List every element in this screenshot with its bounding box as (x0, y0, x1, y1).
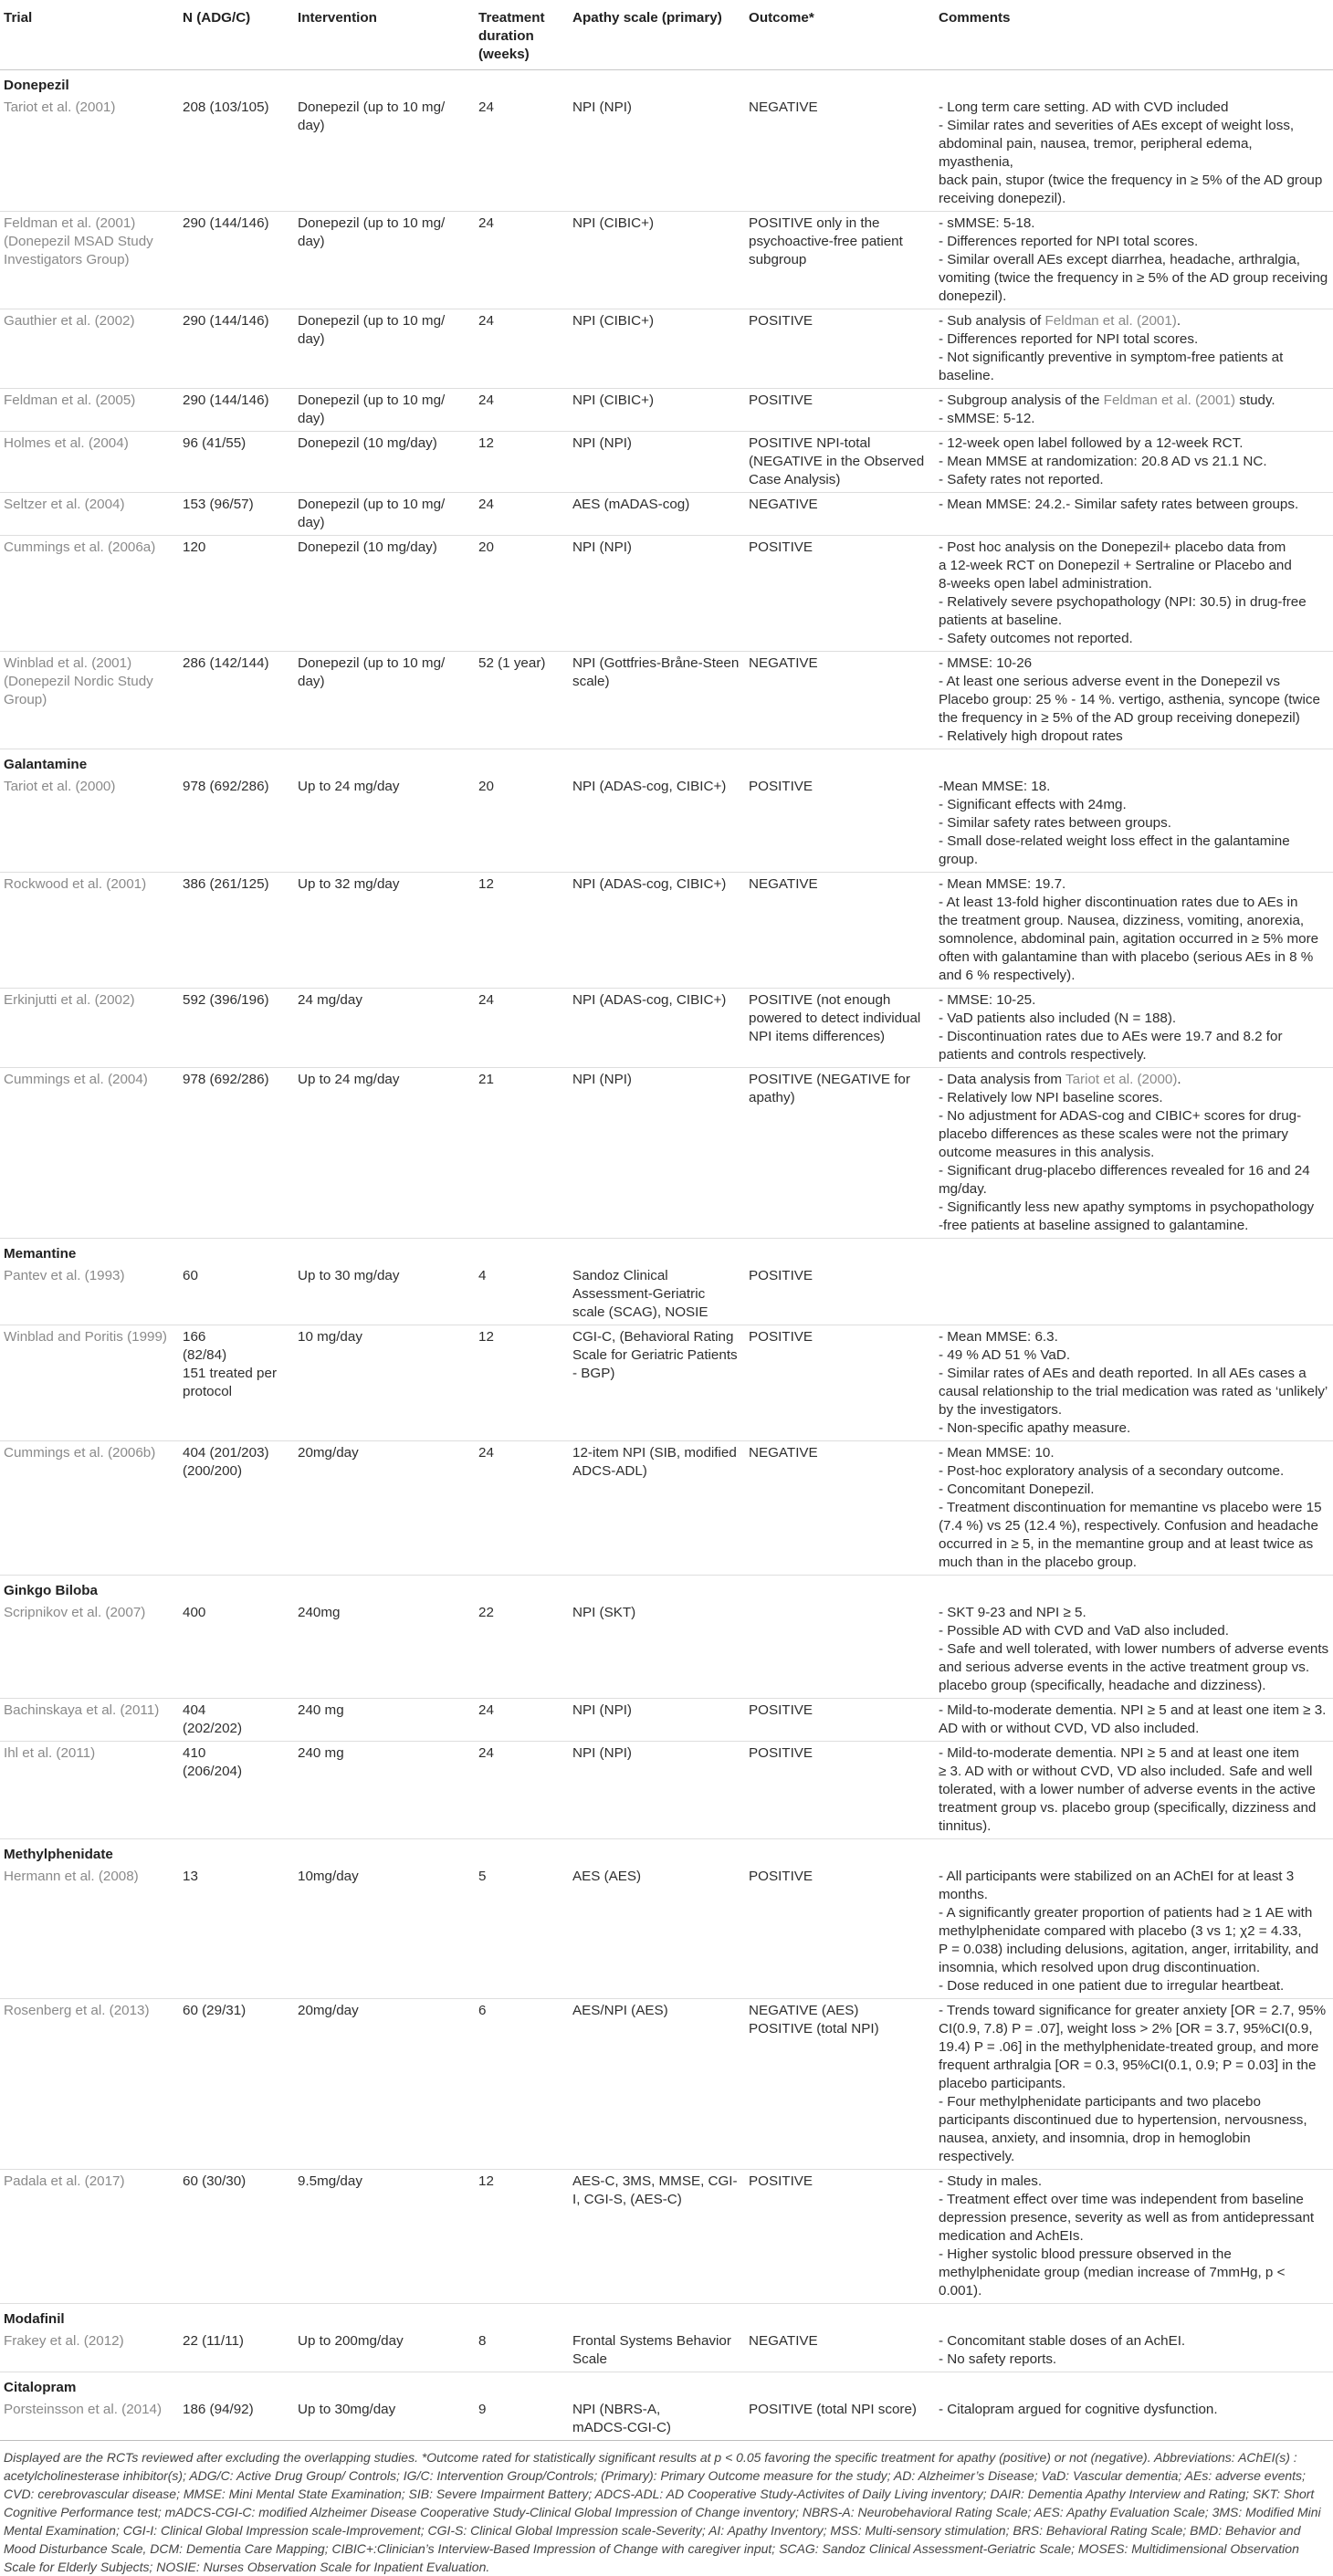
apathy-scale-cell: NPI (NPI) (569, 96, 745, 212)
apathy-scale-cell: NPI (ADAS-cog, CIBIC+) (569, 775, 745, 873)
n-cell: 60 (30/30) (179, 2170, 294, 2304)
n-cell: 410 (206/204) (179, 1742, 294, 1839)
apathy-scale-cell: NPI (ADAS-cog, CIBIC+) (569, 873, 745, 989)
trial-cell: Porsteinsson et al. (2014) (0, 2398, 179, 2441)
outcome-cell: POSITIVE (not enough powered to detect individual NPI items differences) (745, 989, 935, 1068)
apathy-scale-cell: AES (mADAS-cog) (569, 493, 745, 536)
apathy-scale-cell: CGI-C, (Behavioral Rating Scale for Geriatric Patients - BGP) (569, 1325, 745, 1441)
table-row (0, 389, 1333, 432)
outcome-cell: POSITIVE (745, 389, 935, 432)
table-row (0, 1865, 1333, 1999)
duration-cell: 20 (475, 775, 569, 873)
duration-cell: 12 (475, 873, 569, 989)
outcome-cell: NEGATIVE (745, 96, 935, 212)
duration-cell: 24 (475, 989, 569, 1068)
table-row (0, 1264, 1333, 1325)
n-cell: 153 (96/57) (179, 493, 294, 536)
trial-cell: Holmes et al. (2004) (0, 432, 179, 493)
intervention-cell: Up to 32 mg/day (294, 873, 475, 989)
header-trial: Trial (0, 0, 179, 70)
intervention-cell: 10mg/day (294, 1865, 475, 1999)
comments-cell: - 12-week open label followed by a 12-week RCT. - Mean MMSE at randomization: 20.8 AD vs 21.1 NC. - Safety rates not reported. (935, 432, 1333, 493)
header-n: N (ADG/C) (179, 0, 294, 70)
trial-cell: Padala et al. (2017) (0, 2170, 179, 2304)
comments-cell: - Subgroup analysis of the Feldman et al. (2001) study. - sMMSE: 5-12. (935, 389, 1333, 432)
trial-cell: Hermann et al. (2008) (0, 1865, 179, 1999)
section-row-donepezil (0, 70, 1333, 97)
intervention-cell: 20mg/day (294, 1999, 475, 2170)
n-cell: 404 (202/202) (179, 1699, 294, 1742)
outcome-cell: POSITIVE (NEGATIVE for apathy) (745, 1068, 935, 1239)
comments-cell: - sMMSE: 5-18. - Differences reported for NPI total scores. - Similar overall AEs except diarrhea, headache, arthralgia, vomiting (twice the frequency in ≥ 5% of the AD group receiving donepezil). (935, 212, 1333, 309)
trial-cell: Tariot et al. (2001) (0, 96, 179, 212)
apathy-scale-cell: AES (AES) (569, 1865, 745, 1999)
n-cell: 978 (692/286) (179, 775, 294, 873)
comments-cell: - Trends toward significance for greater anxiety [OR = 2.7, 95% CI(0.9, 7.8) P = .07], weight loss > 2% [OR = 3.7, 95%CI(0.9, 19.4) P = .06] in the methylphenidate-treated group, and more frequent arthralgia [OR = 0.3, 95%CI(0.1, 0.9; P = 0.03] in the placebo participants. - Four methylphenidate participants and two placebo participants discontinued due to hypertension, nervousness, nausea, anxiety, and insomnia, drop in hemoglobin respectively. (935, 1999, 1333, 2170)
header-row (0, 0, 1333, 70)
apathy-scale-cell: NPI (SKT) (569, 1601, 745, 1699)
intervention-cell: Donepezil (up to 10 mg/ day) (294, 389, 475, 432)
comments-cell: - Mild-to-moderate dementia. NPI ≥ 5 and at least one item ≥ 3. AD with or without CVD, VD also included. Safe and well tolerated, with a lower number of adverse events in the active treatment group vs. placebo group (specifically, dizziness and tinnitus). (935, 1742, 1333, 1839)
intervention-cell: 24 mg/day (294, 989, 475, 1068)
n-cell: 120 (179, 536, 294, 652)
comments-cell: - MMSE: 10-25. - VaD patients also included (N = 188). - Discontinuation rates due to AEs were 19.7 and 8.2 for patients and controls respectively. (935, 989, 1333, 1068)
trial-cell: Ihl et al. (2011) (0, 1742, 179, 1839)
apathy-scale-cell: NPI (Gottfries-Bråne-Steen scale) (569, 652, 745, 749)
section-title: Memantine (4, 1246, 77, 1262)
apathy-scale-cell: Sandoz Clinical Assessment-Geriatric scale (SCAG), NOSIE (569, 1264, 745, 1325)
duration-cell: 9 (475, 2398, 569, 2441)
n-cell: 60 (179, 1264, 294, 1325)
outcome-cell: POSITIVE (745, 2170, 935, 2304)
outcome-cell: POSITIVE (745, 536, 935, 652)
intervention-cell: Donepezil (up to 10 mg/ day) (294, 96, 475, 212)
table-row (0, 1699, 1333, 1742)
section-row-galantamine (0, 749, 1333, 776)
n-cell: 13 (179, 1865, 294, 1999)
table-row (0, 1325, 1333, 1441)
trial-cell: Cummings et al. (2004) (0, 1068, 179, 1239)
n-cell: 166 (82/84) 151 treated per protocol (179, 1325, 294, 1441)
header-outcome: Outcome* (745, 0, 935, 70)
n-cell: 290 (144/146) (179, 389, 294, 432)
table-row (0, 989, 1333, 1068)
duration-cell: 8 (475, 2330, 569, 2372)
table-row (0, 1742, 1333, 1839)
outcome-cell: POSITIVE (745, 1865, 935, 1999)
intervention-cell: Donepezil (up to 10 mg/ day) (294, 212, 475, 309)
header-intervention: Intervention (294, 0, 475, 70)
apathy-scale-cell: NPI (NPI) (569, 432, 745, 493)
trial-cell: Frakey et al. (2012) (0, 2330, 179, 2372)
section-title: Methylphenidate (4, 1847, 113, 1862)
outcome-cell (745, 1601, 935, 1699)
header-comments: Comments (935, 0, 1333, 70)
trial-cell: Feldman et al. (2005) (0, 389, 179, 432)
outcome-cell: NEGATIVE (745, 2330, 935, 2372)
citation-link[interactable]: Tariot et al. (2000) (1065, 1072, 1178, 1087)
duration-cell: 24 (475, 1441, 569, 1576)
n-cell: 208 (103/105) (179, 96, 294, 212)
section-row-methylphenidate (0, 1839, 1333, 1866)
intervention-cell: 240 mg (294, 1742, 475, 1839)
apathy-scale-cell: NPI (CIBIC+) (569, 309, 745, 389)
trial-cell: Erkinjutti et al. (2002) (0, 989, 179, 1068)
duration-cell: 5 (475, 1865, 569, 1999)
table-body (0, 70, 1333, 2441)
comments-cell: - Citalopram argued for cognitive dysfunction. (935, 2398, 1333, 2441)
table-row (0, 1999, 1333, 2170)
outcome-cell: POSITIVE (745, 775, 935, 873)
n-cell: 22 (11/11) (179, 2330, 294, 2372)
trial-cell: Winblad and Poritis (1999) (0, 1325, 179, 1441)
comments-cell: - All participants were stabilized on an AChEI for at least 3 months. - A significantly greater proportion of patients had ≥ 1 AE with methylphenidate compared with placebo (3 vs 1; χ2 = 4.33, P = 0.038) including delusions, agitation, anger, irritability, and insomnia, which resolved upon drug discontinuation. - Dose reduced in one patient due to irregular heartbeat. (935, 1865, 1333, 1999)
table-row (0, 432, 1333, 493)
intervention-cell: Up to 30mg/day (294, 2398, 475, 2441)
table-row (0, 1601, 1333, 1699)
table-row (0, 652, 1333, 749)
trial-cell: Bachinskaya et al. (2011) (0, 1699, 179, 1742)
table-row (0, 212, 1333, 309)
table-row (0, 2170, 1333, 2304)
trial-cell: Cummings et al. (2006a) (0, 536, 179, 652)
intervention-cell: Up to 24 mg/day (294, 1068, 475, 1239)
intervention-cell: Donepezil (10 mg/day) (294, 536, 475, 652)
intervention-cell: 20mg/day (294, 1441, 475, 1576)
apathy-scale-cell: NPI (CIBIC+) (569, 212, 745, 309)
section-row-ginkgo-biloba (0, 1576, 1333, 1602)
intervention-cell: Up to 24 mg/day (294, 775, 475, 873)
table-row (0, 873, 1333, 989)
n-cell: 592 (396/196) (179, 989, 294, 1068)
section-row-memantine (0, 1239, 1333, 1265)
table-header (0, 0, 1333, 70)
comments-cell: - MMSE: 10-26 - At least one serious adverse event in the Donepezil vs Placebo group: 25 % - 14 %. vertigo, asthenia, syncope (twice the frequency in ≥ 5% of the AD group receiving donepezil) - Relatively high dropout rates (935, 652, 1333, 749)
intervention-cell: Donepezil (10 mg/day) (294, 432, 475, 493)
duration-cell: 24 (475, 309, 569, 389)
outcome-cell: POSITIVE only in the psychoactive-free patient subgroup (745, 212, 935, 309)
comments-cell: - Mean MMSE: 10. - Post-hoc exploratory analysis of a secondary outcome. - Concomitant Donepezil. - Treatment discontinuation for memantine vs placebo were 15 (7.4 %) vs 25 (12.4 %), respectively. Confusion and headache occurred in ≥ 5, in the memantine group and at least twice as much than in the placebo group. (935, 1441, 1333, 1576)
comments-cell: - Mean MMSE: 24.2.- Similar safety rates between groups. (935, 493, 1333, 536)
apathy-scale-cell: NPI (NPI) (569, 1068, 745, 1239)
citation-link[interactable]: Feldman et al. (2001) (1044, 313, 1177, 329)
comments-cell: - Study in males. - Treatment effect over time was independent from baseline depression presence, severity as well as from antidepressant medication and AchEIs. - Higher systolic blood pressure observed in the methylphenidate group (median increase of 7mmHg, p < 0.001). (935, 2170, 1333, 2304)
header-duration: Treatment duration (weeks) (475, 0, 569, 70)
duration-cell: 21 (475, 1068, 569, 1239)
duration-cell: 52 (1 year) (475, 652, 569, 749)
n-cell: 286 (142/144) (179, 652, 294, 749)
section-title: Ginkgo Biloba (4, 1583, 98, 1598)
comments-cell: - Concomitant stable doses of an AchEI. - No safety reports. (935, 2330, 1333, 2372)
table-row (0, 1068, 1333, 1239)
table-footnote: Displayed are the RCTs reviewed after excluding the overlapping studies. *Outcome rated for statistically significant results at p < 0.05 favoring the specific treatment for apathy (positive) or not (negative). Abbreviations: AChEI(s) : acetylcholinesterase inhibitor(s); ADG/C: Active Drug Group/ Controls; IG/C: Intervention Group/Controls; (Primary): Primary Outcome measure for the study; AD: Alzheimer’s Disease; VaD: Vascular dementia; AEs: adverse events; CVD: cerebrovascular disease; MMSE: Mini Mental State Examination; SIB: Severe Impairment Battery; ADCS-ADL: AD Cooperative Study-Activites of Daily Living inventory; DAIR: Dementia Apathy Interview and Rating; SKT: Short Cognitive Performance test; mADCS-CGI-C: modified Alzheimer Disease Cooperative Study-Clinical Global Impression of Change inventory; NBRS-A: Neurobehavioral Rating Scale; AES: Apathy Evaluation Scale; 3MS: Modified Mini Mental Examination; CGI-I: Clinical Global Impression scale-Improvement; CGI-S: Clinical Global Impression scale-Severity; AI: Apathy Inventory; MSS: Multi-sensory stimulation; BRS: Behavioral Rating Scale; BMD: Behavior and Mood Disturbance Scale, DCM: Dementia Care Mapping; CIBIC+:Clinician’s Interview-Based Impression of Change with caregiver input; SCAG: Sandoz Clinical Assessment-Geriatric Scale; MOSES: Multidimensional Observation Scale for Elderly Subjects; NOSIE: Nurses Observation Scale for Inpatient Evaluation. (4, 2450, 1321, 2574)
section-title: Modafinil (4, 2311, 65, 2327)
outcome-cell: POSITIVE (745, 1699, 935, 1742)
intervention-cell: Up to 30 mg/day (294, 1264, 475, 1325)
duration-cell: 24 (475, 389, 569, 432)
n-cell: 290 (144/146) (179, 309, 294, 389)
trial-cell: Seltzer et al. (2004) (0, 493, 179, 536)
outcome-cell: POSITIVE (745, 1742, 935, 1839)
outcome-cell: NEGATIVE (745, 652, 935, 749)
table-row (0, 536, 1333, 652)
apathy-scale-cell: 12-item NPI (SIB, modified ADCS-ADL) (569, 1441, 745, 1576)
intervention-cell: Donepezil (up to 10 mg/ day) (294, 309, 475, 389)
intervention-cell: 240mg (294, 1601, 475, 1699)
outcome-cell: POSITIVE (total NPI score) (745, 2398, 935, 2441)
section-title: Citalopram (4, 2380, 77, 2395)
apathy-scale-cell: Frontal Systems Behavior Scale (569, 2330, 745, 2372)
section-row-citalopram (0, 2372, 1333, 2399)
comments-cell: - Data analysis from Tariot et al. (2000). - Relatively low NPI baseline scores. - No adjustment for ADAS-cog and CIBIC+ scores for drug- placebo differences as these scales were not the primary outcome measures in this analysis. - Significant drug-placebo differences revealed for 16 and 24 mg/day. - Significantly less new apathy symptoms in psychopathology -free patients at baseline assigned to galantamine. (935, 1068, 1333, 1239)
comments-cell: -Mean MMSE: 18. - Significant effects with 24mg. - Similar safety rates between groups. - Small dose-related weight loss effect in the galantamine group. (935, 775, 1333, 873)
section-title: Donepezil (4, 78, 69, 93)
intervention-cell: Up to 200mg/day (294, 2330, 475, 2372)
header-apathy-scale: Apathy scale (primary) (569, 0, 745, 70)
apathy-scale-cell: NPI (NPI) (569, 1742, 745, 1839)
duration-cell: 22 (475, 1601, 569, 1699)
n-cell: 400 (179, 1601, 294, 1699)
outcome-cell: NEGATIVE (745, 873, 935, 989)
apathy-scale-cell: NPI (NPI) (569, 536, 745, 652)
intervention-cell: 10 mg/day (294, 1325, 475, 1441)
apathy-scale-cell: NPI (NPI) (569, 1699, 745, 1742)
table-row (0, 2398, 1333, 2441)
trial-cell: Winblad et al. (2001) (Donepezil Nordic Study Group) (0, 652, 179, 749)
section-row-modafinil (0, 2304, 1333, 2330)
table-row (0, 96, 1333, 212)
n-cell: 60 (29/31) (179, 1999, 294, 2170)
duration-cell: 24 (475, 212, 569, 309)
duration-cell: 24 (475, 1699, 569, 1742)
comments-cell: - Long term care setting. AD with CVD included - Similar rates and severities of AEs except of weight loss, abdominal pain, nausea, tremor, peripheral edema, myasthenia, back pain, stupor (twice the frequency in ≥ 5% of the AD group receiving donepezil). (935, 96, 1333, 212)
table-row (0, 775, 1333, 873)
n-cell: 290 (144/146) (179, 212, 294, 309)
duration-cell: 24 (475, 1742, 569, 1839)
trial-cell: Scripnikov et al. (2007) (0, 1601, 179, 1699)
trial-cell: Feldman et al. (2001) (Donepezil MSAD Study Investigators Group) (0, 212, 179, 309)
apathy-scale-cell: NPI (ADAS-cog, CIBIC+) (569, 989, 745, 1068)
duration-cell: 20 (475, 536, 569, 652)
n-cell: 404 (201/203) (200/200) (179, 1441, 294, 1576)
apathy-scale-cell: NPI (CIBIC+) (569, 389, 745, 432)
outcome-cell: NEGATIVE (745, 493, 935, 536)
intervention-cell: Donepezil (up to 10 mg/ day) (294, 493, 475, 536)
n-cell: 186 (94/92) (179, 2398, 294, 2441)
comments-cell: - Mean MMSE: 6.3. - 49 % AD 51 % VaD. - Similar rates of AEs and death reported. In all AEs cases a causal relationship to the trial medication was rated as ‘unlikely’ by the investigators. - Non-specific apathy measure. (935, 1325, 1333, 1441)
outcome-cell: POSITIVE (745, 1264, 935, 1325)
apathy-scale-cell: AES/NPI (AES) (569, 1999, 745, 2170)
section-title: Galantamine (4, 757, 88, 772)
trial-cell: Rockwood et al. (2001) (0, 873, 179, 989)
trial-cell: Pantev et al. (1993) (0, 1264, 179, 1325)
trial-cell: Cummings et al. (2006b) (0, 1441, 179, 1576)
duration-cell: 6 (475, 1999, 569, 2170)
duration-cell: 12 (475, 1325, 569, 1441)
outcome-cell: POSITIVE (745, 309, 935, 389)
comments-cell: - Sub analysis of Feldman et al. (2001). - Differences reported for NPI total scores. - Not significantly preventive in symptom-free patients at baseline. (935, 309, 1333, 389)
duration-cell: 12 (475, 2170, 569, 2304)
apathy-scale-cell: NPI (NBRS-A, mADCS-CGI-C) (569, 2398, 745, 2441)
duration-cell: 24 (475, 493, 569, 536)
intervention-cell: 9.5mg/day (294, 2170, 475, 2304)
citation-link[interactable]: Feldman et al. (2001) (1103, 393, 1236, 408)
duration-cell: 4 (475, 1264, 569, 1325)
table-row (0, 1441, 1333, 1576)
trial-cell: Rosenberg et al. (2013) (0, 1999, 179, 2170)
table-row (0, 309, 1333, 389)
intervention-cell: Donepezil (up to 10 mg/ day) (294, 652, 475, 749)
table-row (0, 2330, 1333, 2372)
outcome-cell: POSITIVE (745, 1325, 935, 1441)
outcome-cell: POSITIVE NPI-total (NEGATIVE in the Observed Case Analysis) (745, 432, 935, 493)
trial-cell: Tariot et al. (2000) (0, 775, 179, 873)
comments-cell: - Mean MMSE: 19.7. - At least 13-fold higher discontinuation rates due to AEs in the treatment group. Nausea, dizziness, vomiting, anorexia, somnolence, abdominal pain, agitation occurred in ≥ 5% more often with galantamine than with placebo (serious AEs in 8 % and 6 % respectively). (935, 873, 1333, 989)
n-cell: 978 (692/286) (179, 1068, 294, 1239)
comments-cell (935, 1264, 1333, 1325)
duration-cell: 24 (475, 96, 569, 212)
trial-cell: Gauthier et al. (2002) (0, 309, 179, 389)
comments-cell: - SKT 9-23 and NPI ≥ 5. - Possible AD with CVD and VaD also included. - Safe and well tolerated, with lower numbers of adverse events and serious adverse events in the active treatment group vs. placebo group (specifically, headache and dizziness). (935, 1601, 1333, 1699)
apathy-scale-cell: AES-C, 3MS, MMSE, CGI- I, CGI-S, (AES-C) (569, 2170, 745, 2304)
table-row (0, 493, 1333, 536)
comments-cell: - Post hoc analysis on the Donepezil+ placebo data from a 12-week RCT on Donepezil + Sertraline or Placebo and 8-weeks open label administration. - Relatively severe psychopathology (NPI: 30.5) in drug-free patients at baseline. - Safety outcomes not reported. (935, 536, 1333, 652)
n-cell: 96 (41/55) (179, 432, 294, 493)
outcome-cell: NEGATIVE (AES) POSITIVE (total NPI) (745, 1999, 935, 2170)
comments-cell: - Mild-to-moderate dementia. NPI ≥ 5 and at least one item ≥ 3. AD with or without CVD, VD also included. (935, 1699, 1333, 1742)
n-cell: 386 (261/125) (179, 873, 294, 989)
intervention-cell: 240 mg (294, 1699, 475, 1742)
outcome-cell: NEGATIVE (745, 1441, 935, 1576)
duration-cell: 12 (475, 432, 569, 493)
